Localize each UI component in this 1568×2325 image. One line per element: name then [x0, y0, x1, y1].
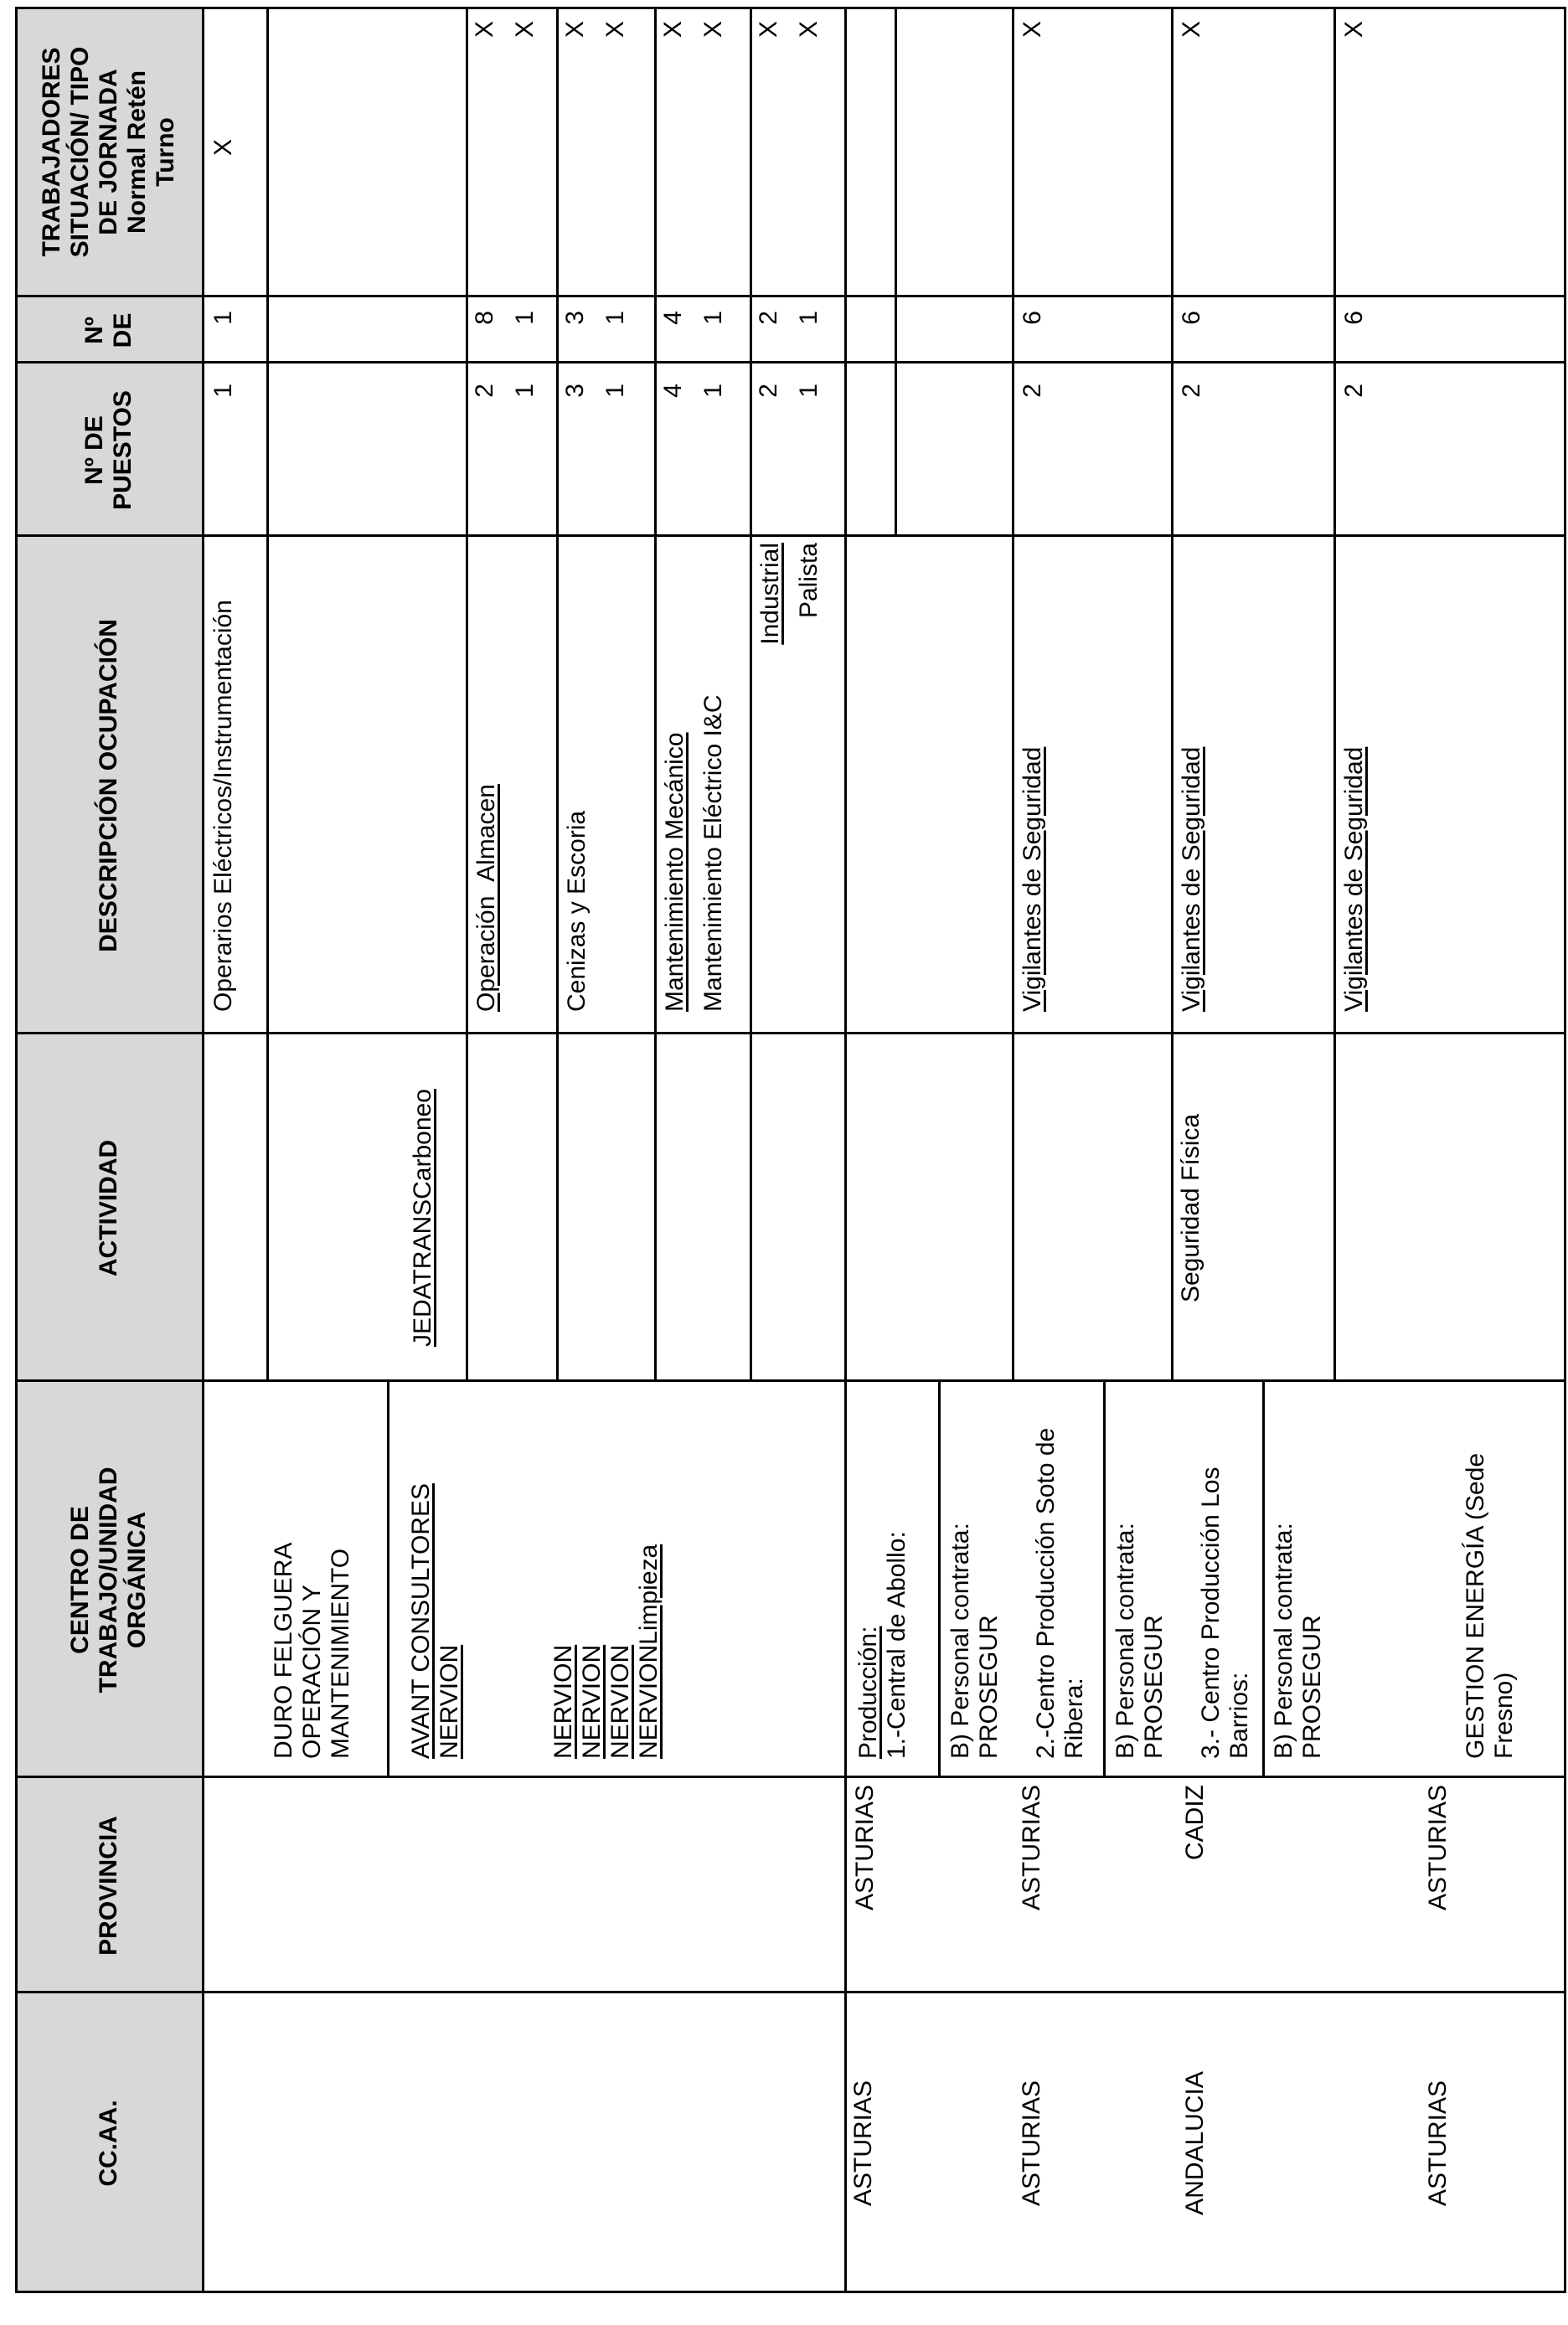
num-trabajadores-r8-l1: 6	[1019, 311, 1046, 325]
table-border-vertical-1	[15, 1991, 1565, 1993]
desc-vigilantes-1-line: Vigilantes de Seguridad	[1019, 746, 1046, 1012]
header-cell-ccaa	[95, 1993, 123, 2293]
header-cell-centro	[66, 1382, 152, 1778]
centro-gestion-energia-line: Fresno)	[1490, 1672, 1518, 1759]
header-cell-jornada-line: Turno	[152, 117, 179, 187]
num-puestos-r5-l2: 1	[699, 384, 727, 398]
provincia-asturias-3	[1424, 1785, 1452, 1969]
table-border-horizontal-6	[654, 7, 657, 1382]
num-puestos-r4-l1: 3	[561, 384, 589, 398]
header-cell-centro-line: TRABAJO/UNIDAD	[95, 1467, 122, 1693]
desc-industrial-line: Industrial	[756, 543, 784, 645]
desc-mant-mecanico-line: Mantenimiento Mecánico	[661, 732, 689, 1012]
mark-turno-r6-l2: X	[795, 21, 823, 39]
desc-vigilantes-3	[1340, 543, 1369, 1012]
centro-prosegur-barrios	[1112, 1390, 1254, 1759]
desc-cenizas-line: Cenizas y Escoria	[563, 810, 591, 1012]
table-border-horizontal-12	[1103, 1382, 1106, 1778]
header-cell-centro-line: CENTRO DE	[66, 1506, 94, 1654]
num-puestos-r8-l1: 2	[1019, 384, 1046, 398]
centro-prosegur-gestion-line: PROSEGUR	[1298, 1615, 1326, 1759]
header-cell-provincia-line: PROVINCIA	[95, 1816, 122, 1956]
centro-avant-nervion-line: NERVIONLimpieza	[635, 1544, 663, 1759]
num-puestos-r4-l2: 1	[601, 384, 629, 398]
desc-operarios-line: Operarios Eléctricos/Instrumentación	[209, 600, 237, 1012]
table-border-horizontal-1	[202, 7, 204, 2293]
num-trabajadores-r5-l2: 1	[699, 311, 727, 325]
desc-operacion	[472, 543, 501, 1012]
table-border-horizontal-13	[1171, 7, 1173, 1382]
centro-avant-nervion-line: NERVION	[436, 1644, 463, 1759]
centro-gestion-energia	[1462, 1390, 1519, 1759]
table-border-vertical-0	[15, 2291, 1565, 2293]
desc-vigilantes-2	[1178, 543, 1206, 1012]
header-cell-num-de-line: Nº	[80, 317, 108, 344]
num-trabajadores-r1-l1: 1	[209, 311, 237, 325]
centro-prosegur-barrios-line: B) Personal contrata:	[1112, 1523, 1139, 1759]
table-border-horizontal-16	[1564, 7, 1566, 2293]
ccaa-asturias-2	[1018, 1993, 1046, 2293]
num-trabajadores-r10-l1: 6	[1340, 311, 1368, 325]
num-puestos-r6-l2: 1	[795, 384, 823, 398]
ccaa-asturias-1	[849, 1993, 878, 2293]
mark-turno-r6-l1: X	[755, 21, 782, 39]
desc-palista-line: Palista	[795, 543, 823, 619]
desc-mant-electrico	[699, 543, 728, 1012]
desc-vigilantes-1	[1019, 543, 1047, 1012]
ccaa-asturias-3	[1424, 1993, 1452, 2293]
provincia-asturias-2-line: ASTURIAS	[1018, 1785, 1045, 1911]
num-trabajadores-r9-l1: 6	[1178, 311, 1205, 325]
table-border-horizontal-14	[1262, 1382, 1265, 1778]
mark-turno-r10-l1: X	[1340, 21, 1368, 39]
centro-prosegur-soto-line: B) Personal contrata:	[946, 1523, 974, 1759]
centro-prosegur-gestion	[1270, 1390, 1327, 1759]
num-trabajadores-r5-l1: 4	[659, 311, 687, 325]
centro-avant-nervion-line: NERVION	[606, 1644, 634, 1759]
provincia-asturias-1	[851, 1785, 879, 1969]
header-cell-jornada	[38, 7, 180, 297]
header-cell-centro-line: ORGÁNICA	[123, 1511, 151, 1649]
num-trabajadores-r6-l1: 2	[755, 311, 782, 325]
centro-prosegur-soto	[946, 1390, 1089, 1759]
num-puestos-r9-l1: 2	[1178, 384, 1205, 398]
table-border-horizontal-15	[1333, 7, 1336, 1382]
desc-cenizas	[563, 543, 591, 1012]
ccaa-asturias-3-line: ASTURIAS	[1424, 2080, 1452, 2207]
num-trabajadores-r3-l2: 1	[511, 311, 539, 325]
table-border-horizontal-9	[895, 7, 897, 537]
num-puestos-r10-l1: 2	[1340, 384, 1368, 398]
centro-produccion-abollo-line: 1.-Central de Abollo:	[883, 1531, 910, 1759]
desc-mant-mecanico	[661, 543, 689, 1012]
mark-turno-r8-l1: X	[1019, 21, 1046, 39]
mark-turno-r3-l1: X	[471, 21, 498, 39]
num-puestos-r5-l1: 4	[659, 384, 687, 398]
centro-produccion-abollo-line: Producción:	[854, 1626, 882, 1759]
table-border-horizontal-2	[266, 7, 269, 1382]
num-puestos-r3-l1: 2	[471, 384, 498, 398]
header-cell-jornada-line: Normal Retén	[123, 70, 151, 235]
table-border-horizontal-4	[466, 7, 468, 1382]
table-border-horizontal-5	[556, 7, 559, 1382]
table-border-vertical-2	[15, 1776, 1565, 1778]
centro-prosegur-soto-line: PROSEGUR	[975, 1615, 1003, 1759]
centro-avant-nervion-line: AVANT CONSULTORES	[407, 1483, 435, 1759]
mark-turno-r5-l2: X	[699, 21, 727, 39]
provincia-asturias-2	[1018, 1785, 1046, 1969]
header-cell-num-puestos	[80, 363, 137, 537]
actividad-jedatrans-line: JEDATRANSCarboneo	[409, 1089, 436, 1347]
desc-industrial	[756, 543, 785, 710]
header-cell-jornada-line: TRABAJADORES	[38, 47, 65, 257]
provincia-cadiz	[1181, 1785, 1210, 1969]
header-cell-num-de	[80, 297, 137, 363]
desc-vigilantes-3-line: Vigilantes de Seguridad	[1340, 746, 1368, 1012]
centro-duro-felguera-line: DURO FELGUERA	[270, 1542, 297, 1759]
desc-palista	[795, 543, 823, 710]
table-border-horizontal-7	[750, 7, 752, 1382]
mark-turno-r4-l1: X	[561, 21, 589, 39]
provincia-asturias-3-line: ASTURIAS	[1424, 1785, 1452, 1911]
header-cell-num-de-line: DE	[109, 312, 137, 348]
mark-turno-r3-l2: X	[511, 21, 539, 39]
centro-prosegur-gestion-line: B) Personal contrata:	[1270, 1523, 1297, 1759]
actividad-seguridad-fisica	[1177, 1034, 1205, 1382]
header-cell-num-puestos-line: Nº DE	[80, 415, 108, 485]
table-border-horizontal-11	[1012, 7, 1014, 1382]
actividad-jedatrans	[409, 1045, 437, 1347]
num-trabajadores-r3-l1: 8	[471, 311, 498, 325]
mark-turno-r4-l2: X	[601, 21, 629, 39]
num-trabajadores-r4-l2: 1	[601, 311, 629, 325]
centro-avant-nervion-line: NERVION	[578, 1644, 606, 1759]
table-border-horizontal-10	[938, 1382, 941, 1778]
header-cell-descripcion	[95, 537, 123, 1034]
header-cell-ccaa-line: CC.AA.	[95, 2100, 122, 2187]
header-cell-num-puestos-line: PUESTOS	[109, 390, 137, 510]
centro-prosegur-soto-line: Ribera:	[1060, 1678, 1088, 1759]
mark-turno-r5-l1: X	[659, 21, 687, 39]
centro-avant-nervion-line: NERVION	[549, 1644, 577, 1759]
header-cell-actividad-line: ACTIVIDAD	[95, 1139, 122, 1277]
centro-gestion-energia-line: GESTION ENERGÍA (Sede	[1462, 1452, 1489, 1759]
header-cell-provincia	[95, 1778, 123, 1993]
centro-prosegur-barrios-line: 3.- Centro Producción Los	[1197, 1467, 1225, 1759]
table-border-horizontal-3	[387, 1382, 389, 1778]
centro-avant-nervion	[407, 1390, 663, 1759]
ccaa-andalucia	[1181, 1993, 1210, 2293]
table-border-horizontal-8	[844, 7, 847, 2293]
num-trabajadores-r6-l2: 1	[795, 311, 823, 325]
ccaa-asturias-2-line: ASTURIAS	[1018, 2080, 1045, 2207]
num-trabajadores-r4-l1: 3	[561, 311, 589, 325]
centro-produccion-abollo	[854, 1390, 911, 1759]
centro-duro-felguera-line: OPERACIÓN Y	[298, 1585, 326, 1759]
num-puestos-r6-l1: 2	[755, 384, 782, 398]
centro-prosegur-soto-line: 2.-Centro Producción Soto de	[1032, 1427, 1060, 1759]
centro-duro-felguera	[270, 1390, 355, 1759]
provincia-asturias-1-line: ASTURIAS	[851, 1785, 879, 1911]
centro-prosegur-barrios-line: PROSEGUR	[1140, 1615, 1168, 1759]
ccaa-asturias-1-line: ASTURIAS	[849, 2080, 877, 2207]
mark-turno-r9-l1: X	[1178, 21, 1205, 39]
num-puestos-r1-l1: 1	[209, 384, 237, 398]
centro-prosegur-barrios-line: Barrios:	[1225, 1672, 1253, 1759]
num-puestos-r3-l2: 1	[511, 384, 539, 398]
actividad-seguridad-fisica-line: Seguridad Física	[1177, 1113, 1204, 1303]
header-cell-descripcion-line: DESCRIPCIÓN OCUPACIÓN	[95, 619, 122, 952]
ccaa-andalucia-line: ANDALUCIA	[1181, 2071, 1209, 2215]
mark-normal-r1-l1: X	[209, 139, 237, 157]
provincia-cadiz-line: CADIZ	[1181, 1785, 1209, 1860]
table-border-horizontal-0	[15, 7, 18, 2293]
desc-operarios	[209, 543, 238, 1012]
centro-duro-felguera-line: MANTENIMIENTO	[327, 1548, 354, 1759]
header-cell-actividad	[95, 1034, 123, 1382]
desc-vigilantes-2-line: Vigilantes de Seguridad	[1178, 746, 1205, 1012]
header-cell-jornada-line: DE JORNADA	[95, 69, 122, 235]
desc-operacion-line: Operación_Almacen	[472, 784, 500, 1012]
desc-mant-electrico-line: Mantenimiento Eléctrico I&C	[699, 694, 727, 1012]
header-cell-jornada-line: SITUACIÓN/ TIPO	[66, 46, 94, 258]
